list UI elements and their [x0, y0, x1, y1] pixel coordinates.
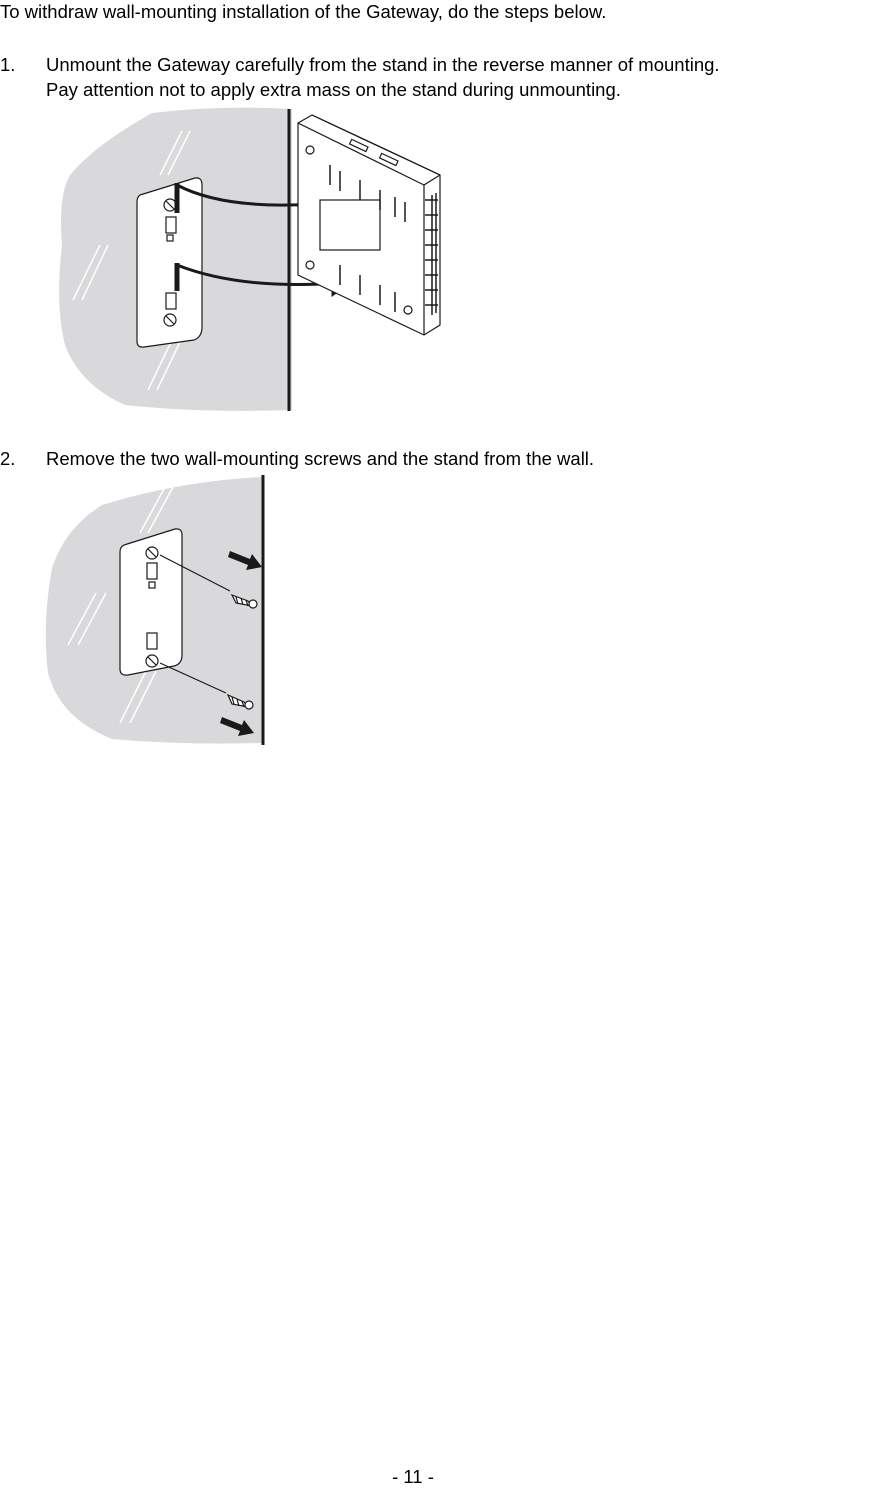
wall-stand	[120, 529, 182, 675]
page-number: - 11 -	[392, 1466, 434, 1487]
step-line: Unmount the Gateway carefully from the stand in the reverse manner of mounting.	[46, 54, 720, 75]
step-line: Pay attention not to apply extra mass on the stand during unmounting.	[46, 79, 621, 100]
step-number: 2.	[0, 448, 16, 469]
step-line: Remove the two wall-mounting screws and the stand from the wall.	[46, 448, 595, 469]
remove-screws-illustration	[40, 473, 280, 748]
gateway-device	[298, 115, 440, 335]
step-text	[46, 52, 720, 102]
step-text	[46, 446, 594, 471]
unmount-illustration	[40, 105, 460, 415]
wall-stand	[137, 178, 202, 347]
step-number: 1.	[0, 54, 16, 75]
intro-text: To withdraw wall-mounting installation of the Gateway, do the steps below.	[0, 1, 607, 22]
